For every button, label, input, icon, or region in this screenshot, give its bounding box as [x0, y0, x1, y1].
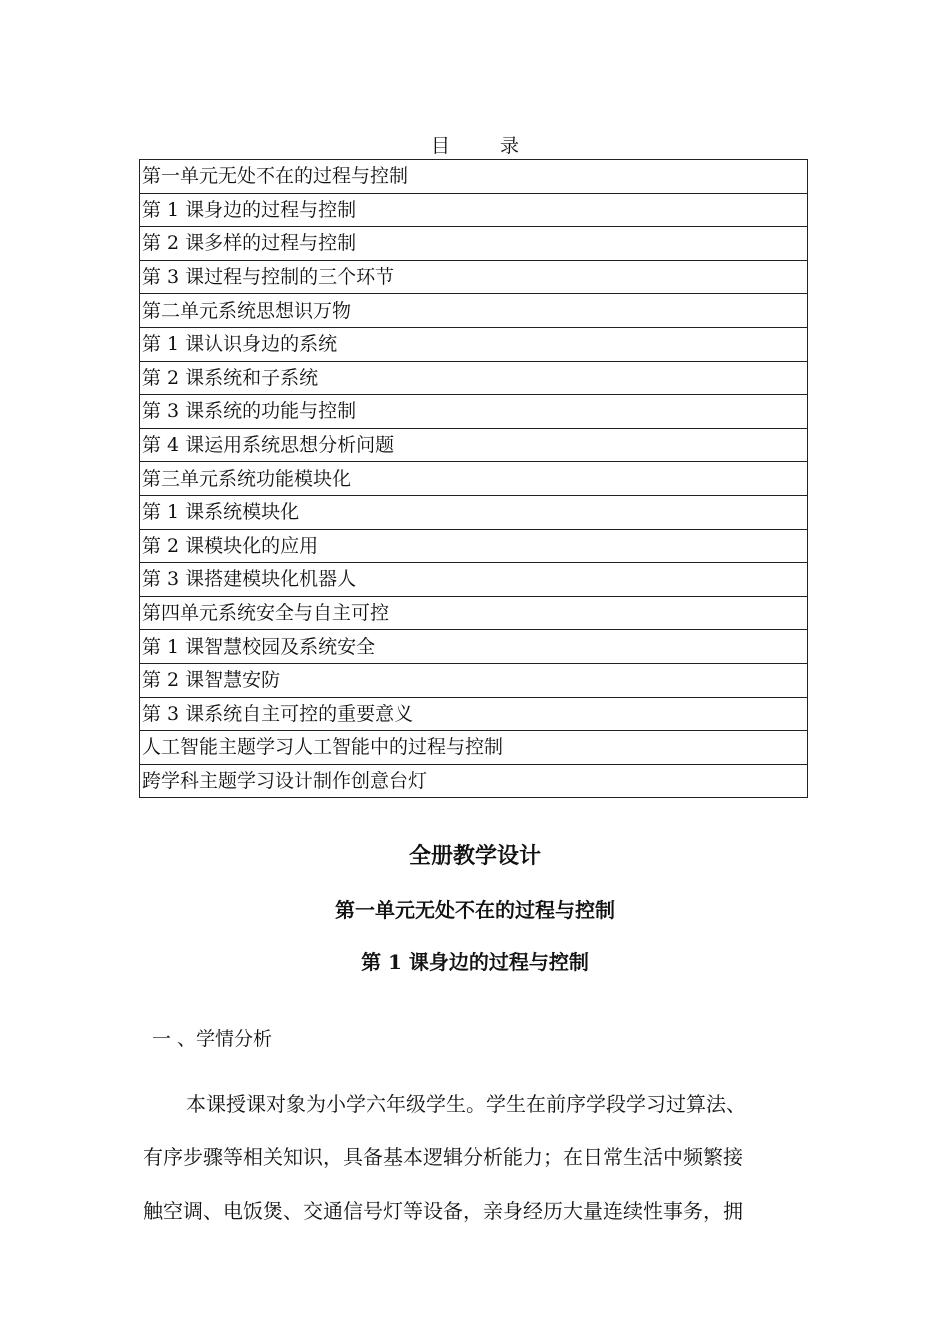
toc-row [140, 495, 808, 529]
toc-row [140, 630, 808, 664]
toc-entry: 第 1 课系统模块化 [140, 495, 808, 529]
toc-row [140, 697, 808, 731]
toc-entry: 第 3 课搭建模块化机器人 [140, 563, 808, 597]
main-title: 全册教学设计 [408, 843, 541, 869]
toc-entry: 第一单元无处不在的过程与控制 [140, 160, 808, 194]
toc-entry: 第 2 课多样的过程与控制 [140, 227, 808, 261]
toc-title: 目 录 [430, 135, 542, 157]
toc-row [140, 462, 808, 496]
toc-row [140, 428, 808, 462]
toc-entry: 第三单元系统功能模块化 [140, 462, 808, 496]
toc-entry: 第 1 课智慧校园及系统安全 [140, 630, 808, 664]
toc-entry: 第 3 课过程与控制的三个环节 [140, 260, 808, 294]
toc-entry: 第 4 课运用系统思想分析问题 [140, 428, 808, 462]
toc-row [140, 563, 808, 597]
paragraph-line: 有序步骤等相关知识，具备基本逻辑分析能力；在日常生活中频繁接 [143, 1145, 743, 1169]
toc-row [140, 227, 808, 261]
unit-title: 第一单元无处不在的过程与控制 [335, 898, 615, 922]
paragraph-line: 本课授课对象为小学六年级学生。学生在前序学段学习过算法、 [186, 1092, 746, 1116]
toc-row [140, 395, 808, 429]
toc-row [140, 160, 808, 194]
section-title: 一 、学情分析 [152, 1028, 273, 1050]
toc-entry: 人工智能主题学习人工智能中的过程与控制 [140, 731, 808, 765]
toc-row [140, 193, 808, 227]
toc-row [140, 529, 808, 563]
toc-entry: 第 2 课智慧安防 [140, 663, 808, 697]
toc-entry: 跨学科主题学习设计制作创意台灯 [140, 764, 808, 798]
paragraph-line: 触空调、电饭煲、交通信号灯等设备，亲身经历大量连续性事务，拥 [143, 1199, 743, 1223]
toc-table [139, 159, 808, 798]
toc-row [140, 361, 808, 395]
toc-entry: 第 1 课认识身边的系统 [140, 327, 808, 361]
toc-row [140, 731, 808, 765]
toc-entry: 第二单元系统思想识万物 [140, 294, 808, 328]
toc-row [140, 764, 808, 798]
toc-row [140, 327, 808, 361]
toc-row [140, 596, 808, 630]
toc-entry: 第四单元系统安全与自主可控 [140, 596, 808, 630]
toc-row [140, 663, 808, 697]
toc-entry: 第 3 课系统自主可控的重要意义 [140, 697, 808, 731]
toc-entry: 第 3 课系统的功能与控制 [140, 395, 808, 429]
lesson-title: 第 1 课身边的过程与控制 [361, 950, 589, 974]
toc-entry: 第 2 课模块化的应用 [140, 529, 808, 563]
toc-row [140, 294, 808, 328]
toc-row [140, 260, 808, 294]
toc-entry: 第 2 课系统和子系统 [140, 361, 808, 395]
toc-entry: 第 1 课身边的过程与控制 [140, 193, 808, 227]
